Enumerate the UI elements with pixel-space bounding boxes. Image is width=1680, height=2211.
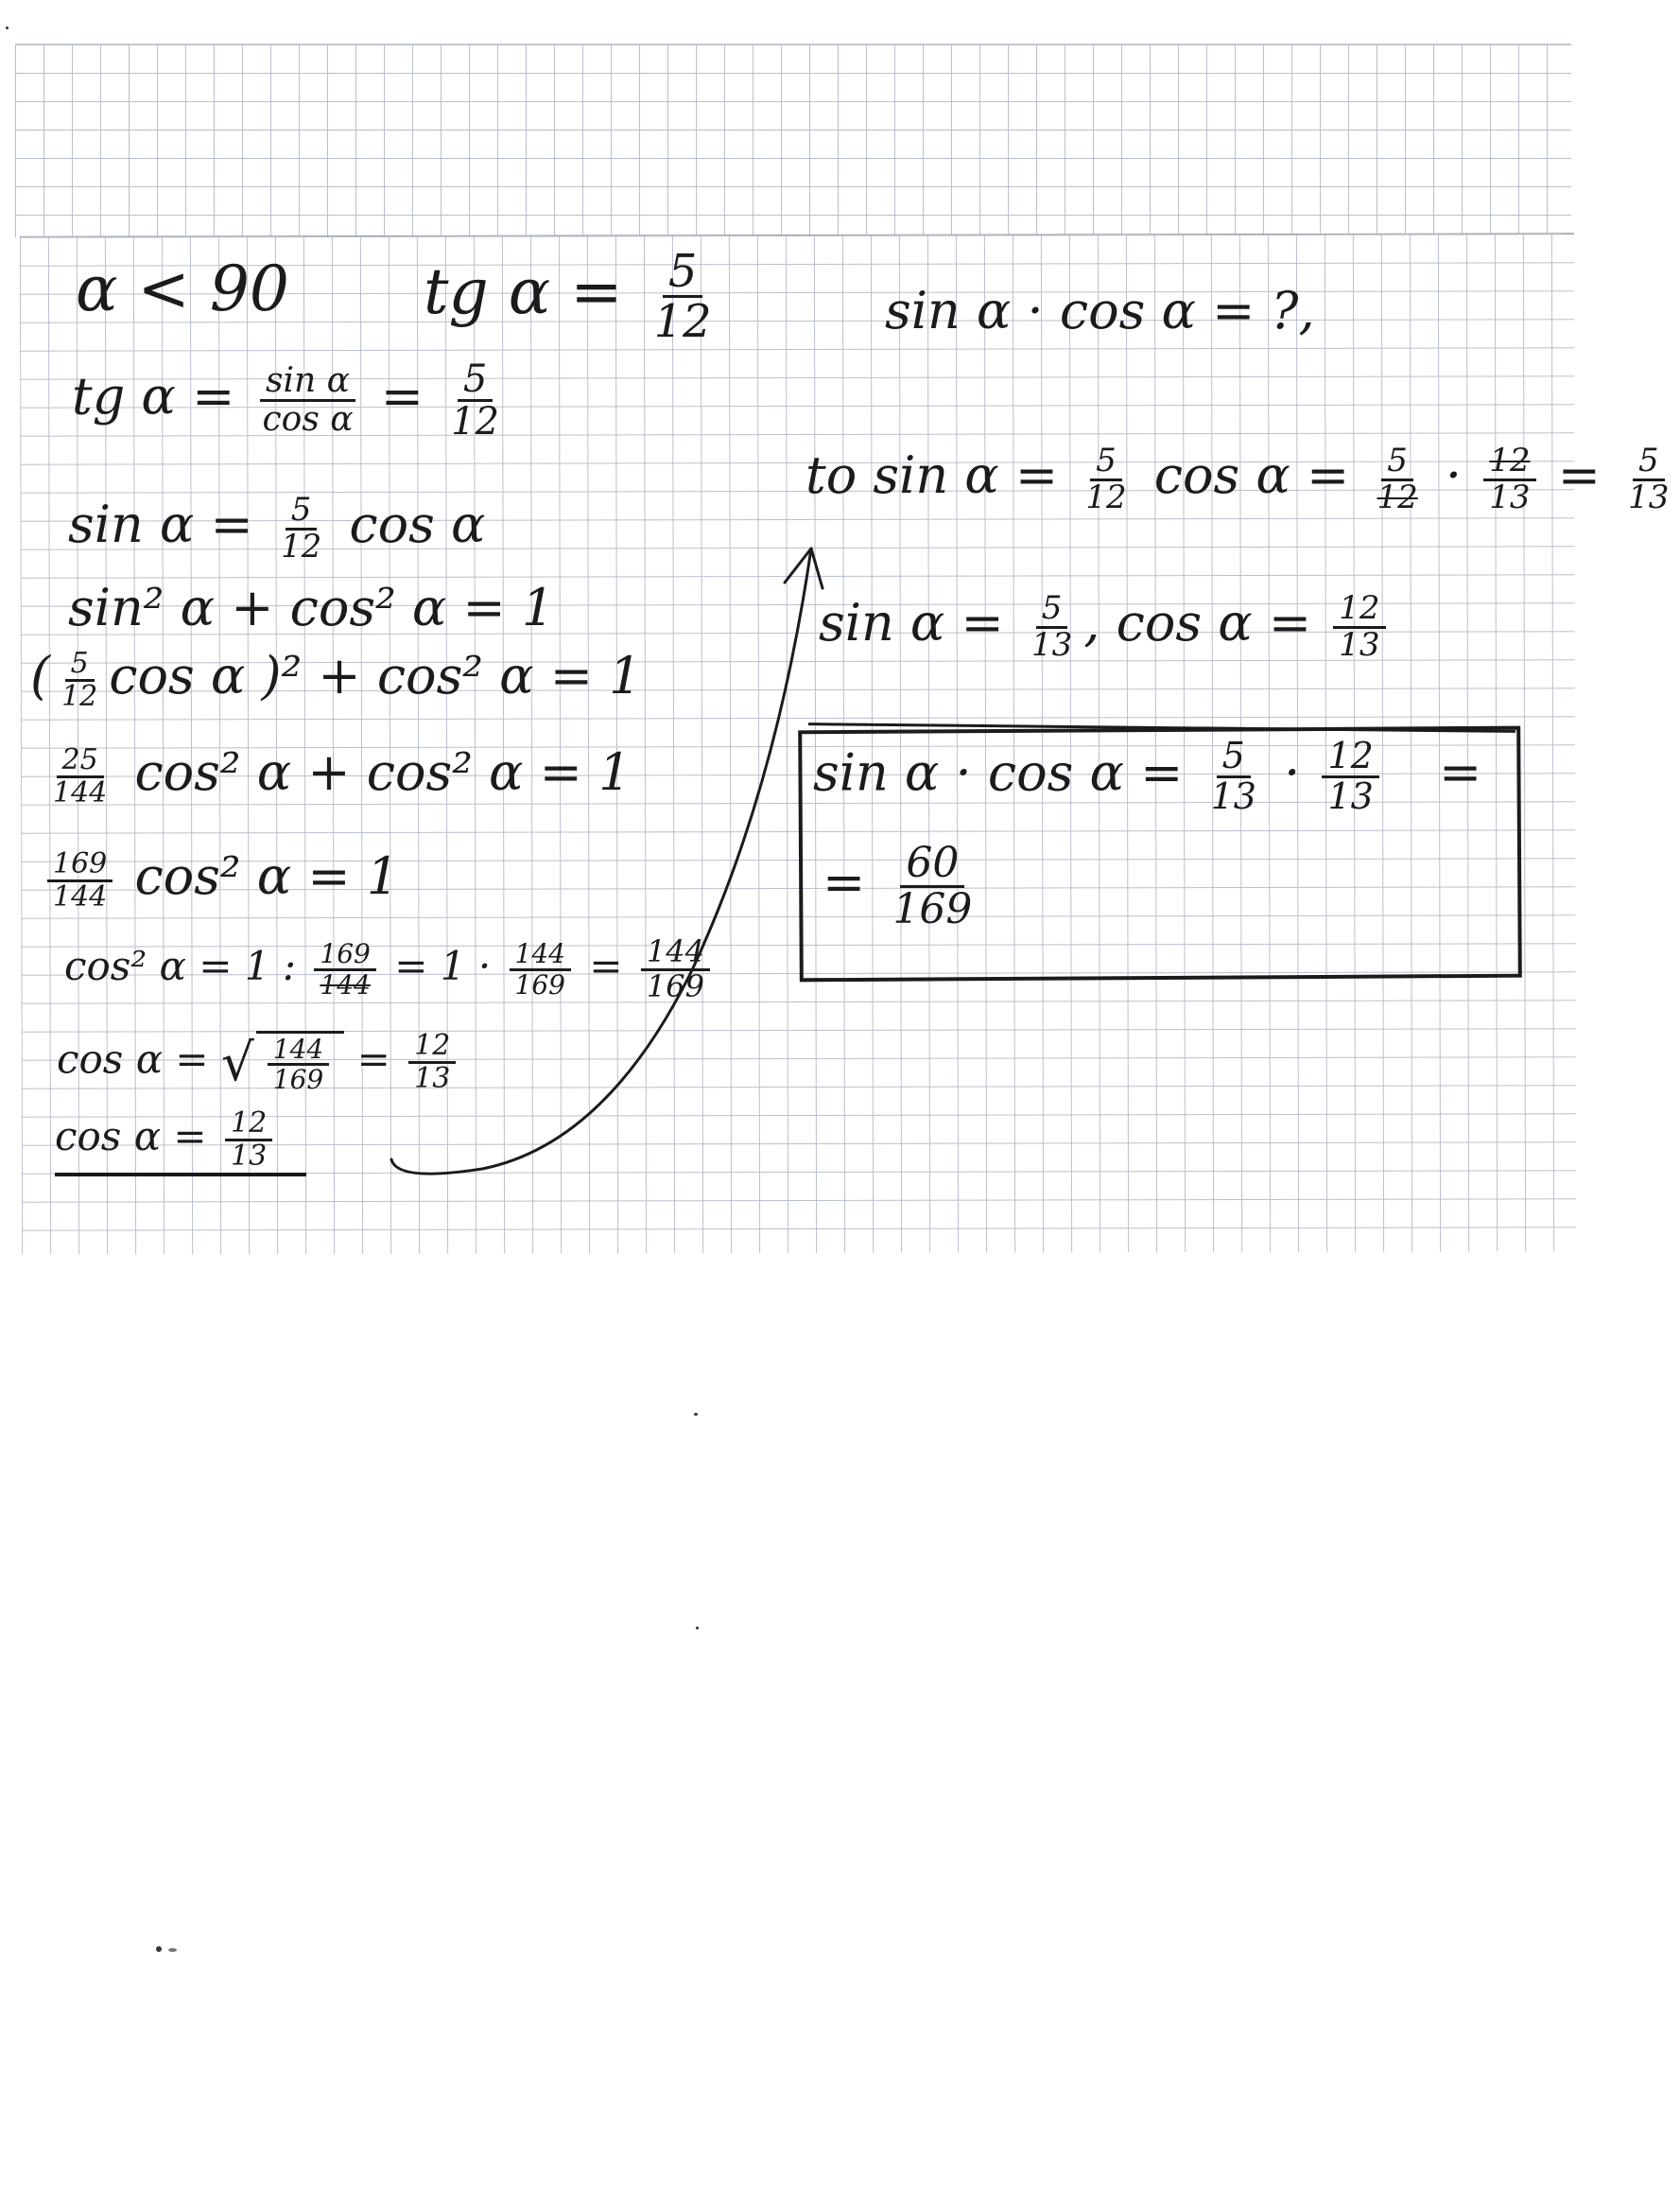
step-substitution: ( $\frac{5}{12}$ cos α )² + cos² α = 1: [30, 646, 642, 713]
given-alpha-condition: α < 90: [76, 252, 289, 325]
step-combine: $\frac{169}{144}$ cos² α = 1: [42, 847, 399, 912]
scan-speck: [694, 1413, 698, 1416]
scan-speck: [6, 26, 9, 29]
step-cos-answer: cos α = $\frac{12}{13}$: [55, 1108, 278, 1171]
fraction: $\frac{144}{169}$: [641, 936, 710, 1002]
step-expand: $\frac{25}{144}$ cos² α + cos² α = 1: [42, 743, 631, 808]
step-pythagorean-identity: sin² α + cos² α = 1: [68, 578, 555, 637]
fraction: $\frac{25}{144}$: [53, 743, 108, 810]
answer-underline: [55, 1173, 306, 1176]
step-cos-squared: cos² α = 1 : $\frac{169}{144}$ = 1 · $\frac{144}{169}$ = $\frac{144}{169}$: [64, 936, 716, 1002]
fraction: $\frac{144}{169}$: [268, 1036, 329, 1094]
scan-speck: [168, 1948, 177, 1952]
result-product-line: sin α · cos α = $\frac{5}{13}$ · $\frac{12}{13}$ =: [813, 735, 1482, 817]
scan-speck: [696, 1627, 699, 1629]
fraction: $\frac{5}{12}$: [1085, 442, 1127, 516]
question-product: sin α · cos α = ?,: [885, 281, 1315, 340]
fraction: $\frac{5}{12}$: [61, 647, 98, 713]
fraction: $\frac{5}{12}$: [451, 357, 500, 444]
fraction: $\frac{12}{13}$: [408, 1031, 456, 1093]
fraction: $\frac{5}{12}$: [280, 491, 322, 566]
step-cos-root: cos α = √ $\frac{144}{169}$ = $\frac{12}{13}$: [57, 1031, 461, 1094]
fraction: $\frac{5}{13}$: [1628, 442, 1670, 516]
grid-paper-top: [15, 44, 1571, 237]
step-tangent-definition: tg α = $\frac{\text{sin α}}{\text{cos α}}$ = $\frac{5}{12}$: [72, 359, 511, 442]
result-final-value: = $\frac{60}{169}$: [823, 842, 983, 931]
fraction: $\frac{144}{169}$: [510, 940, 571, 999]
fraction: $\frac{12}{13}$: [1322, 738, 1378, 816]
fraction: $\frac{5}{12}$: [653, 245, 712, 349]
connector-arrow: [378, 530, 832, 1192]
square-root: √ $\frac{144}{169}$: [221, 1031, 344, 1094]
fraction: $\frac{5}{12}$: [1377, 442, 1418, 516]
fraction: $\frac{169}{144}$: [47, 849, 113, 912]
fraction: $\frac{12}{13}$: [1483, 444, 1535, 514]
fraction: $\frac{169}{144}$: [314, 940, 375, 999]
fraction: $\frac{12}{13}$: [1333, 592, 1385, 662]
fraction: $\frac{60}{169}$: [892, 839, 973, 934]
given-tangent: tg α = $\frac{5}{12}$: [424, 248, 723, 346]
scan-speck: [156, 1946, 162, 1952]
step-sine-cosine-values: sin α = $\frac{5}{13}$ , cos α = $\frac{12}{13}$: [819, 592, 1392, 662]
step-sine-expression: sin α = $\frac{5}{12}$ cos α: [68, 491, 486, 566]
step-sine-value: to sin α = $\frac{5}{12}$ cos α = $\frac{5}{12}$ · $\frac{12}{13}$ = $\frac{5}{13}$: [805, 444, 1680, 514]
fraction: $\frac{5}{13}$: [1210, 735, 1256, 817]
fraction: $\frac{5}{13}$: [1031, 589, 1073, 664]
fraction: $\frac{12}{13}$: [225, 1108, 272, 1171]
fraction: $\frac{\text{sin α}}{\text{cos α}}$: [256, 363, 358, 438]
